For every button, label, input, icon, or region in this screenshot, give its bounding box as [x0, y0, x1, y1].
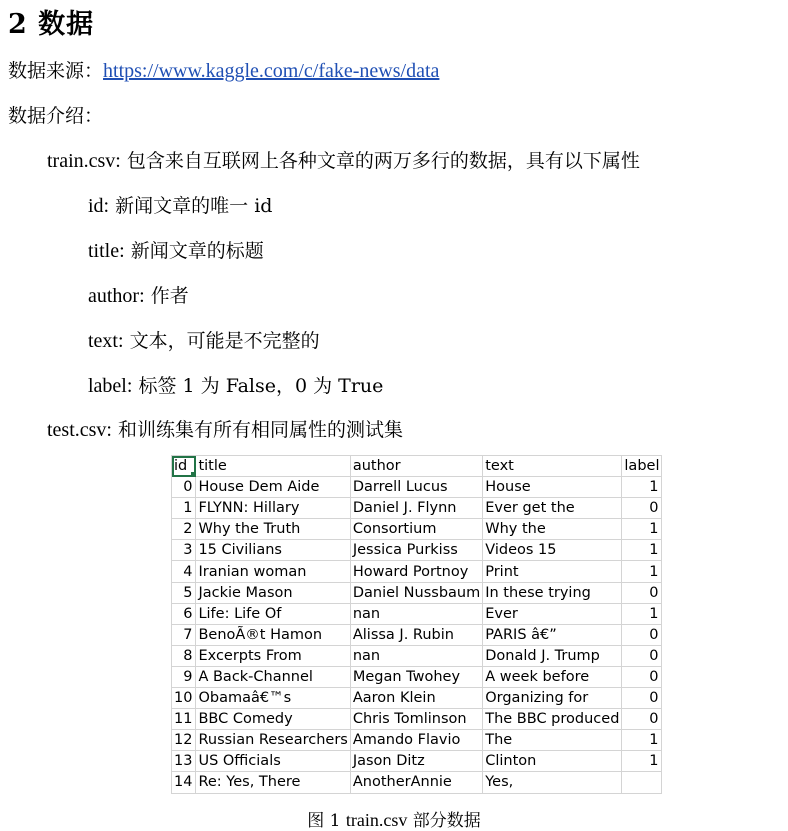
table-cell[interactable]: AnotherAnnie [350, 772, 482, 793]
table-row [172, 561, 662, 582]
attribute-desc: 标签 1 为 False，0 为 True [138, 375, 384, 397]
table-cell[interactable]: In these trying [483, 582, 622, 603]
caption-file: train.csv [345, 810, 408, 830]
table-cell[interactable]: 3 [172, 540, 196, 561]
attribute-line [88, 373, 383, 399]
train-csv-line [47, 148, 640, 174]
table-cell[interactable]: 2 [172, 519, 196, 540]
table-cell[interactable]: 1 [622, 751, 662, 772]
caption-suffix: 部分数据 [412, 811, 481, 831]
table-cell[interactable]: Megan Twohey [350, 666, 482, 687]
table-cell[interactable]: The [483, 730, 622, 751]
table-row [172, 688, 662, 709]
table-cell[interactable]: A Back-Channel [196, 666, 350, 687]
table-cell[interactable]: 0 [172, 477, 196, 498]
table-cell[interactable]: 10 [172, 688, 196, 709]
table-cell[interactable]: 8 [172, 645, 196, 666]
table-cell[interactable]: 4 [172, 561, 196, 582]
figure-caption [0, 806, 788, 831]
table-cell[interactable]: US Officials [196, 751, 350, 772]
table-cell[interactable]: 6 [172, 603, 196, 624]
data-intro-label: 数据介绍： [8, 105, 104, 127]
table-cell[interactable]: Aaron Klein [350, 688, 482, 709]
attribute-name: label: [88, 375, 133, 397]
table-cell[interactable]: 1 [622, 561, 662, 582]
test-csv-name: test.csv: [47, 419, 112, 441]
attribute-desc: 新闻文章的标题 [130, 240, 264, 262]
table-cell[interactable]: Why the Truth [196, 519, 350, 540]
table-cell[interactable]: Ever get the [483, 498, 622, 519]
table-cell[interactable]: 1 [622, 477, 662, 498]
table-cell[interactable]: 14 [172, 772, 196, 793]
table-cell[interactable]: 1 [172, 498, 196, 519]
table-cell[interactable]: 0 [622, 582, 662, 603]
table-cell[interactable]: Organizing for [483, 688, 622, 709]
table-row [172, 477, 662, 498]
table-cell[interactable]: 0 [622, 498, 662, 519]
table-cell[interactable]: Videos 15 [483, 540, 622, 561]
table-cell[interactable]: Re: Yes, There [196, 772, 350, 793]
table-cell[interactable]: 0 [622, 645, 662, 666]
table-cell[interactable]: BenoÃ®t Hamon [196, 624, 350, 645]
table-cell[interactable]: Alissa J. Rubin [350, 624, 482, 645]
table-cell[interactable]: Yes, [483, 772, 622, 793]
table-cell[interactable]: 11 [172, 709, 196, 730]
table-cell[interactable]: Ever [483, 603, 622, 624]
attribute-line [88, 238, 264, 264]
data-source-line [8, 58, 439, 84]
table-row [172, 540, 662, 561]
table-cell[interactable]: 5 [172, 582, 196, 603]
table-cell[interactable]: Why the [483, 519, 622, 540]
spreadsheet-screenshot [171, 455, 660, 794]
table-cell[interactable]: Clinton [483, 751, 622, 772]
table-cell[interactable]: Howard Portnoy [350, 561, 482, 582]
table-cell[interactable]: The BBC produced [483, 709, 622, 730]
table-row [172, 730, 662, 751]
table-row [172, 582, 662, 603]
table-cell[interactable]: 1 [622, 540, 662, 561]
table-cell[interactable]: Life: Life Of [196, 603, 350, 624]
attribute-line [88, 283, 189, 309]
table-row [172, 603, 662, 624]
train-csv-name: train.csv: [47, 150, 121, 172]
table-cell[interactable]: Donald J. Trump [483, 645, 622, 666]
caption-prefix: 图 1 [307, 811, 341, 831]
table-cell[interactable]: 1 [622, 603, 662, 624]
table-cell[interactable]: Darrell Lucus [350, 477, 482, 498]
table-cell[interactable]: House Dem Aide [196, 477, 350, 498]
attribute-desc: 新闻文章的唯一 id [115, 195, 273, 217]
test-csv-desc: 和训练集有所有相同属性的测试集 [118, 419, 404, 441]
data-source-label: 数据来源： [8, 60, 104, 82]
table-row [172, 645, 662, 666]
table-cell[interactable]: Jessica Purkiss [350, 540, 482, 561]
table-cell[interactable]: 7 [172, 624, 196, 645]
table-row [172, 772, 662, 793]
table-cell[interactable]: Jason Ditz [350, 751, 482, 772]
attribute-line [88, 328, 320, 354]
table-row [172, 519, 662, 540]
attribute-desc: 文本，可能是不完整的 [129, 330, 320, 352]
table-cell[interactable]: BBC Comedy [196, 709, 350, 730]
table-cell[interactable]: 15 Civilians [196, 540, 350, 561]
table-cell[interactable]: Consortium [350, 519, 482, 540]
table-row [172, 709, 662, 730]
data-source-link[interactable]: https://www.kaggle.com/c/fake-news/data [103, 60, 440, 82]
attribute-desc: 作者 [150, 285, 189, 307]
table-cell[interactable]: Jackie Mason [196, 582, 350, 603]
table-cell[interactable]: Excerpts From [196, 645, 350, 666]
column-header[interactable]: label [622, 456, 662, 477]
column-header[interactable]: author [350, 456, 482, 477]
data-table [171, 455, 662, 794]
table-row [172, 624, 662, 645]
table-cell[interactable]: 0 [622, 624, 662, 645]
train-csv-desc: 包含来自互联网上各种文章的两万多行的数据，具有以下属性 [126, 150, 640, 172]
table-cell[interactable]: Print [483, 561, 622, 582]
table-cell[interactable]: 13 [172, 751, 196, 772]
table-cell[interactable]: FLYNN: Hillary [196, 498, 350, 519]
table-cell[interactable]: 1 [622, 519, 662, 540]
table-cell[interactable]: Amando Flavio [350, 730, 482, 751]
table-cell[interactable]: PARIS â€” [483, 624, 622, 645]
table-cell[interactable] [622, 772, 662, 793]
column-header[interactable]: id [172, 456, 196, 477]
table-row [172, 498, 662, 519]
attribute-name: id: [88, 195, 110, 217]
attribute-name: author: [88, 285, 145, 307]
table-cell[interactable]: nan [350, 603, 482, 624]
table-cell[interactable]: Daniel Nussbaum [350, 582, 482, 603]
table-cell[interactable]: 9 [172, 666, 196, 687]
test-csv-line [47, 417, 403, 443]
attribute-name: title: [88, 240, 125, 262]
table-row [172, 751, 662, 772]
table-cell[interactable]: 0 [622, 688, 662, 709]
table-cell[interactable]: Obamaâ€™s [196, 688, 350, 709]
table-cell[interactable]: Daniel J. Flynn [350, 498, 482, 519]
table-cell[interactable]: Iranian woman [196, 561, 350, 582]
table-cell[interactable]: 12 [172, 730, 196, 751]
table-cell[interactable]: nan [350, 645, 482, 666]
attribute-line [88, 193, 272, 219]
table-cell[interactable]: Chris Tomlinson [350, 709, 482, 730]
table-row [172, 666, 662, 687]
table-header-row [172, 456, 662, 477]
column-header[interactable]: title [196, 456, 350, 477]
table-cell[interactable]: 1 [622, 730, 662, 751]
table-cell[interactable]: Russian Researchers [196, 730, 350, 751]
table-cell[interactable]: 0 [622, 709, 662, 730]
table-cell[interactable]: A week before [483, 666, 622, 687]
column-header[interactable]: text [483, 456, 622, 477]
section-heading: 2 数据 [8, 9, 95, 40]
attribute-name: text: [88, 330, 124, 352]
table-cell[interactable]: House [483, 477, 622, 498]
table-cell[interactable]: 0 [622, 666, 662, 687]
